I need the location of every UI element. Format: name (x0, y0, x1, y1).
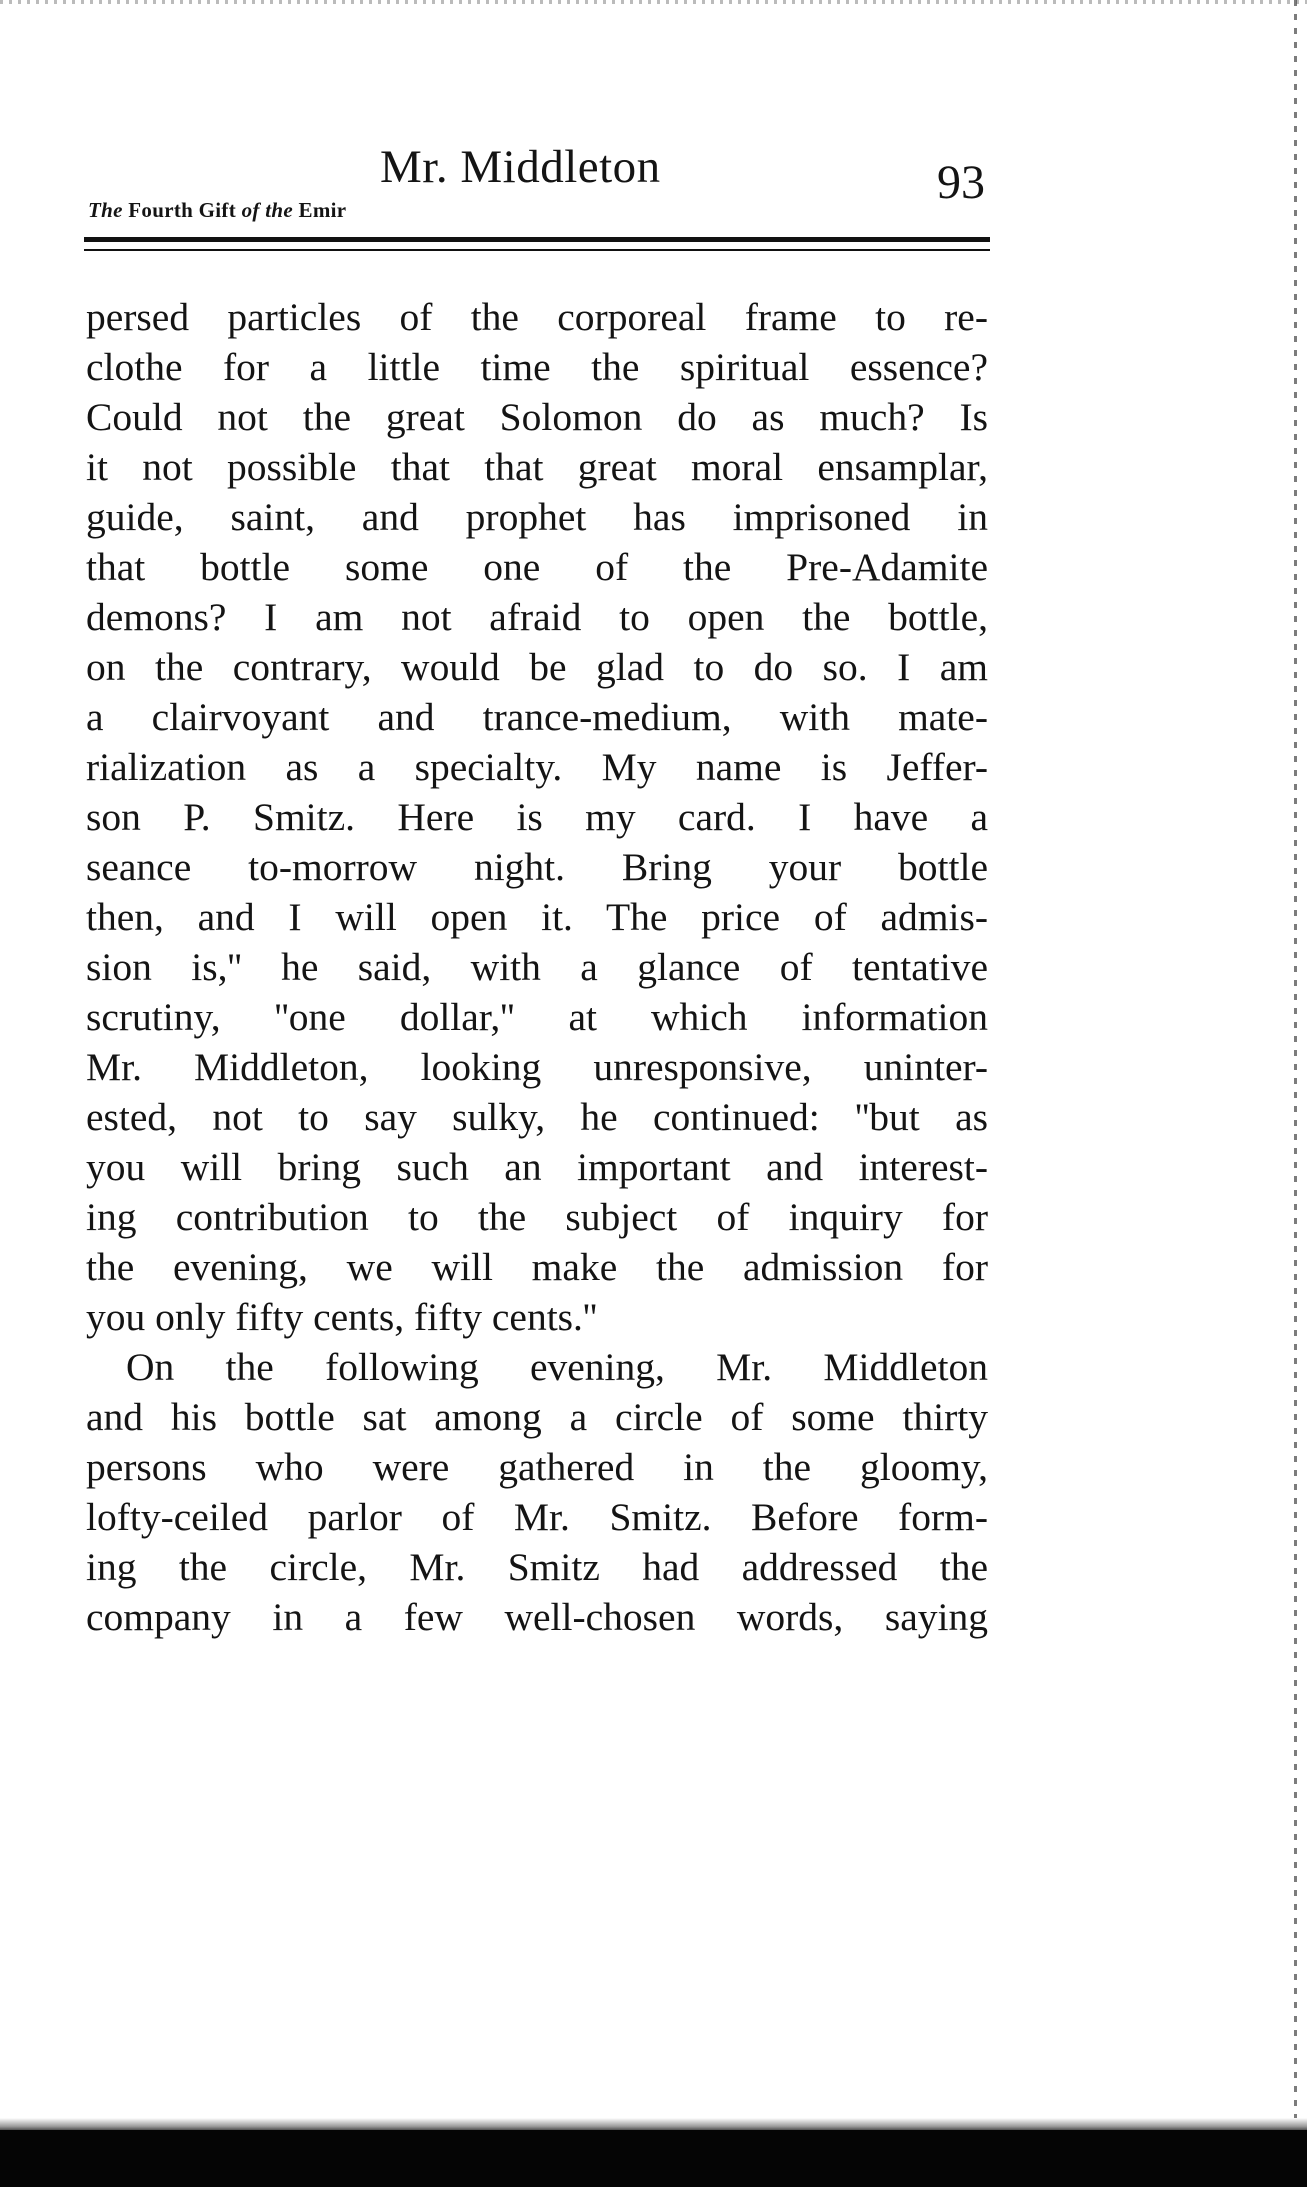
text-line: it not possible that that great moral ensamplar, (86, 445, 988, 489)
running-title: Mr. Middleton (380, 141, 661, 193)
scan-bottom-band (0, 2130, 1307, 2187)
text-line: clothe for a little time the spiritual essence? (86, 345, 988, 389)
text-line: on the contrary, would be glad to do so. I am (86, 645, 988, 689)
header-rule-thin (84, 249, 990, 251)
scan-right-edge (1294, 0, 1297, 2130)
text-line: company in a few well-chosen words, saying (86, 1595, 988, 1639)
text-line: scrutiny, ''one dollar,'' at which information (86, 995, 988, 1039)
text-line: sion is,'' he said, with a glance of tentative (86, 945, 988, 989)
text-line: ested, not to say sulky, he continued: ''but as (86, 1095, 988, 1139)
text-line: ing the circle, Mr. Smitz had addressed the (86, 1545, 988, 1589)
text-line: rialization as a specialty. My name is Jeffer- (86, 745, 988, 789)
text-line: ing contribution to the subject of inquiry for (86, 1195, 988, 1239)
text-line: the evening, we will make the admission for (86, 1245, 988, 1289)
text-line: Could not the great Solomon do as much? Is (86, 395, 988, 439)
text-line: lofty-ceiled parlor of Mr. Smitz. Before form- (86, 1495, 988, 1539)
text-line: On the following evening, Mr. Middleton (126, 1345, 988, 1389)
section-title-part: The (88, 198, 123, 222)
text-line: you will bring such an important and interest- (86, 1145, 988, 1189)
text-line: persons who were gathered in the gloomy, (86, 1445, 988, 1489)
text-line: you only fifty cents, fifty cents.'' (86, 1295, 598, 1339)
text-line: persed particles of the corporeal frame to re- (86, 295, 988, 339)
text-line: a clairvoyant and trance-medium, with mate- (86, 695, 988, 739)
section-title (88, 198, 346, 223)
text-line: and his bottle sat among a circle of some thirty (86, 1395, 988, 1439)
text-line: demons? I am not afraid to open the bottle, (86, 595, 988, 639)
text-line: guide, saint, and prophet has imprisoned in (86, 495, 988, 539)
text-line: seance to-morrow night. Bring your bottle (86, 845, 988, 889)
section-title-part: Emir (298, 198, 347, 222)
scan-top-edge (0, 0, 1307, 4)
section-title-part: Fourth Gift (128, 198, 237, 222)
text-line: then, and I will open it. The price of admis- (86, 895, 988, 939)
text-line: Mr. Middleton, looking unresponsive, uninter- (86, 1045, 988, 1089)
header-rule-thick (84, 237, 990, 242)
text-line: son P. Smitz. Here is my card. I have a (86, 795, 988, 839)
page-number: 93 (937, 156, 985, 209)
body-text (86, 292, 988, 1642)
text-line: that bottle some one of the Pre-Adamite (86, 545, 988, 589)
section-title-part: of the (241, 198, 293, 222)
